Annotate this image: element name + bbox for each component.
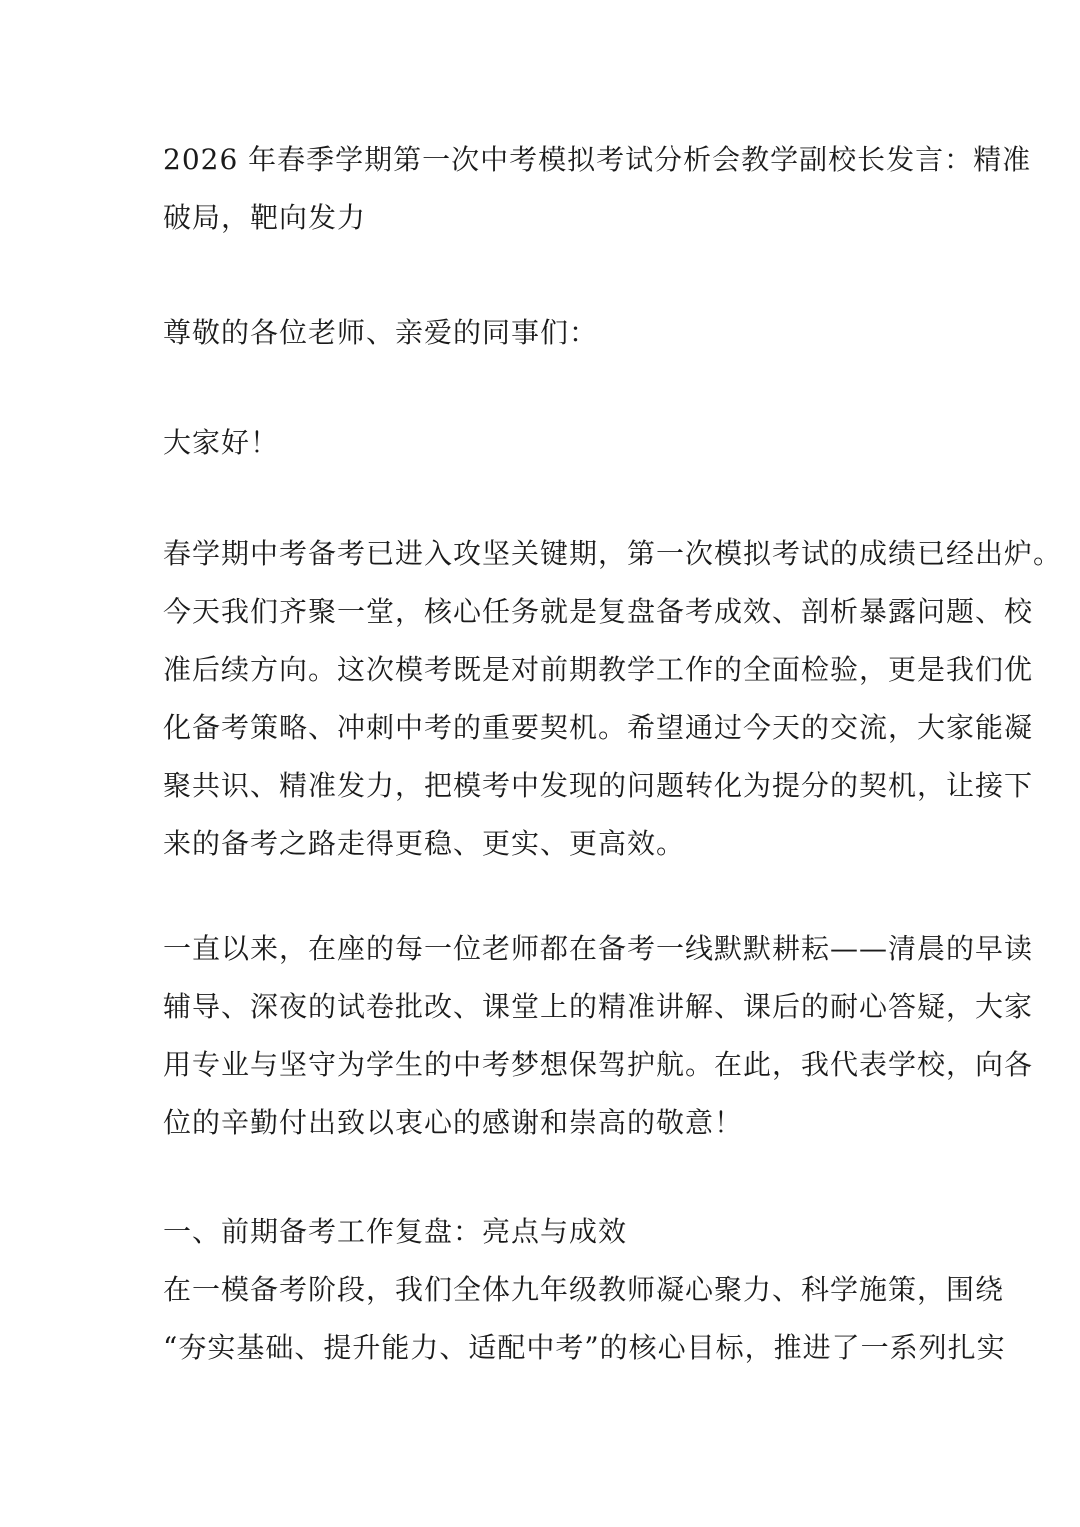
- intro-paragraph: [163, 525, 1063, 873]
- title-line: 破局，靶向发力: [163, 201, 367, 234]
- paragraph-line: 位的辛勤付出致以衷心的感谢和崇高的敬意！: [163, 1106, 744, 1139]
- paragraph-line: 今天我们齐聚一堂，核心任务就是复盘备考成效、剖析暴露问题、校: [163, 595, 1034, 628]
- paragraph-line: 春学期中考备考已进入攻坚关键期，第一次模拟考试的成绩已经出炉。: [163, 537, 1063, 570]
- title-line: 2026 年春季学期第一次中考模拟考试分析会教学副校长发言：精准: [163, 143, 1032, 176]
- paragraph-line: 一直以来，在座的每一位老师都在备考一线默默耕耘——清晨的早读: [163, 932, 1034, 965]
- paragraph-line: 在一模备考阶段，我们全体九年级教师凝心聚力、科学施策，围绕: [163, 1273, 1005, 1306]
- section1: [163, 1203, 1006, 1377]
- paragraph-line: “夯实基础、提升能力、适配中考”的核心目标，推进了一系列扎实: [163, 1331, 1006, 1364]
- salutation: [163, 304, 923, 362]
- section1-heading: 一、前期备考工作复盘：亮点与成效: [163, 1215, 628, 1248]
- paragraph-line: 辅导、深夜的试卷批改、课堂上的精准讲解、课后的耐心答疑，大家: [163, 990, 1034, 1023]
- paragraph-line: 聚共识、精准发力，把模考中发现的问题转化为提分的契机，让接下: [163, 769, 1034, 802]
- greeting-text: 大家好！: [163, 426, 280, 459]
- thanks-paragraph: [163, 920, 1034, 1152]
- paragraph-line: 来的备考之路走得更稳、更实、更高效。: [163, 827, 686, 860]
- document-title: [163, 131, 1032, 247]
- paragraph-line: 化备考策略、冲刺中考的重要契机。希望通过今天的交流，大家能凝: [163, 711, 1034, 744]
- paragraph-line: 准后续方向。这次模考既是对前期教学工作的全面检验，更是我们优: [163, 653, 1034, 686]
- greeting: [163, 414, 923, 472]
- salutation-text: 尊敬的各位老师、亲爱的同事们：: [163, 316, 599, 349]
- paragraph-line: 用专业与坚守为学生的中考梦想保驾护航。在此，我代表学校，向各: [163, 1048, 1034, 1081]
